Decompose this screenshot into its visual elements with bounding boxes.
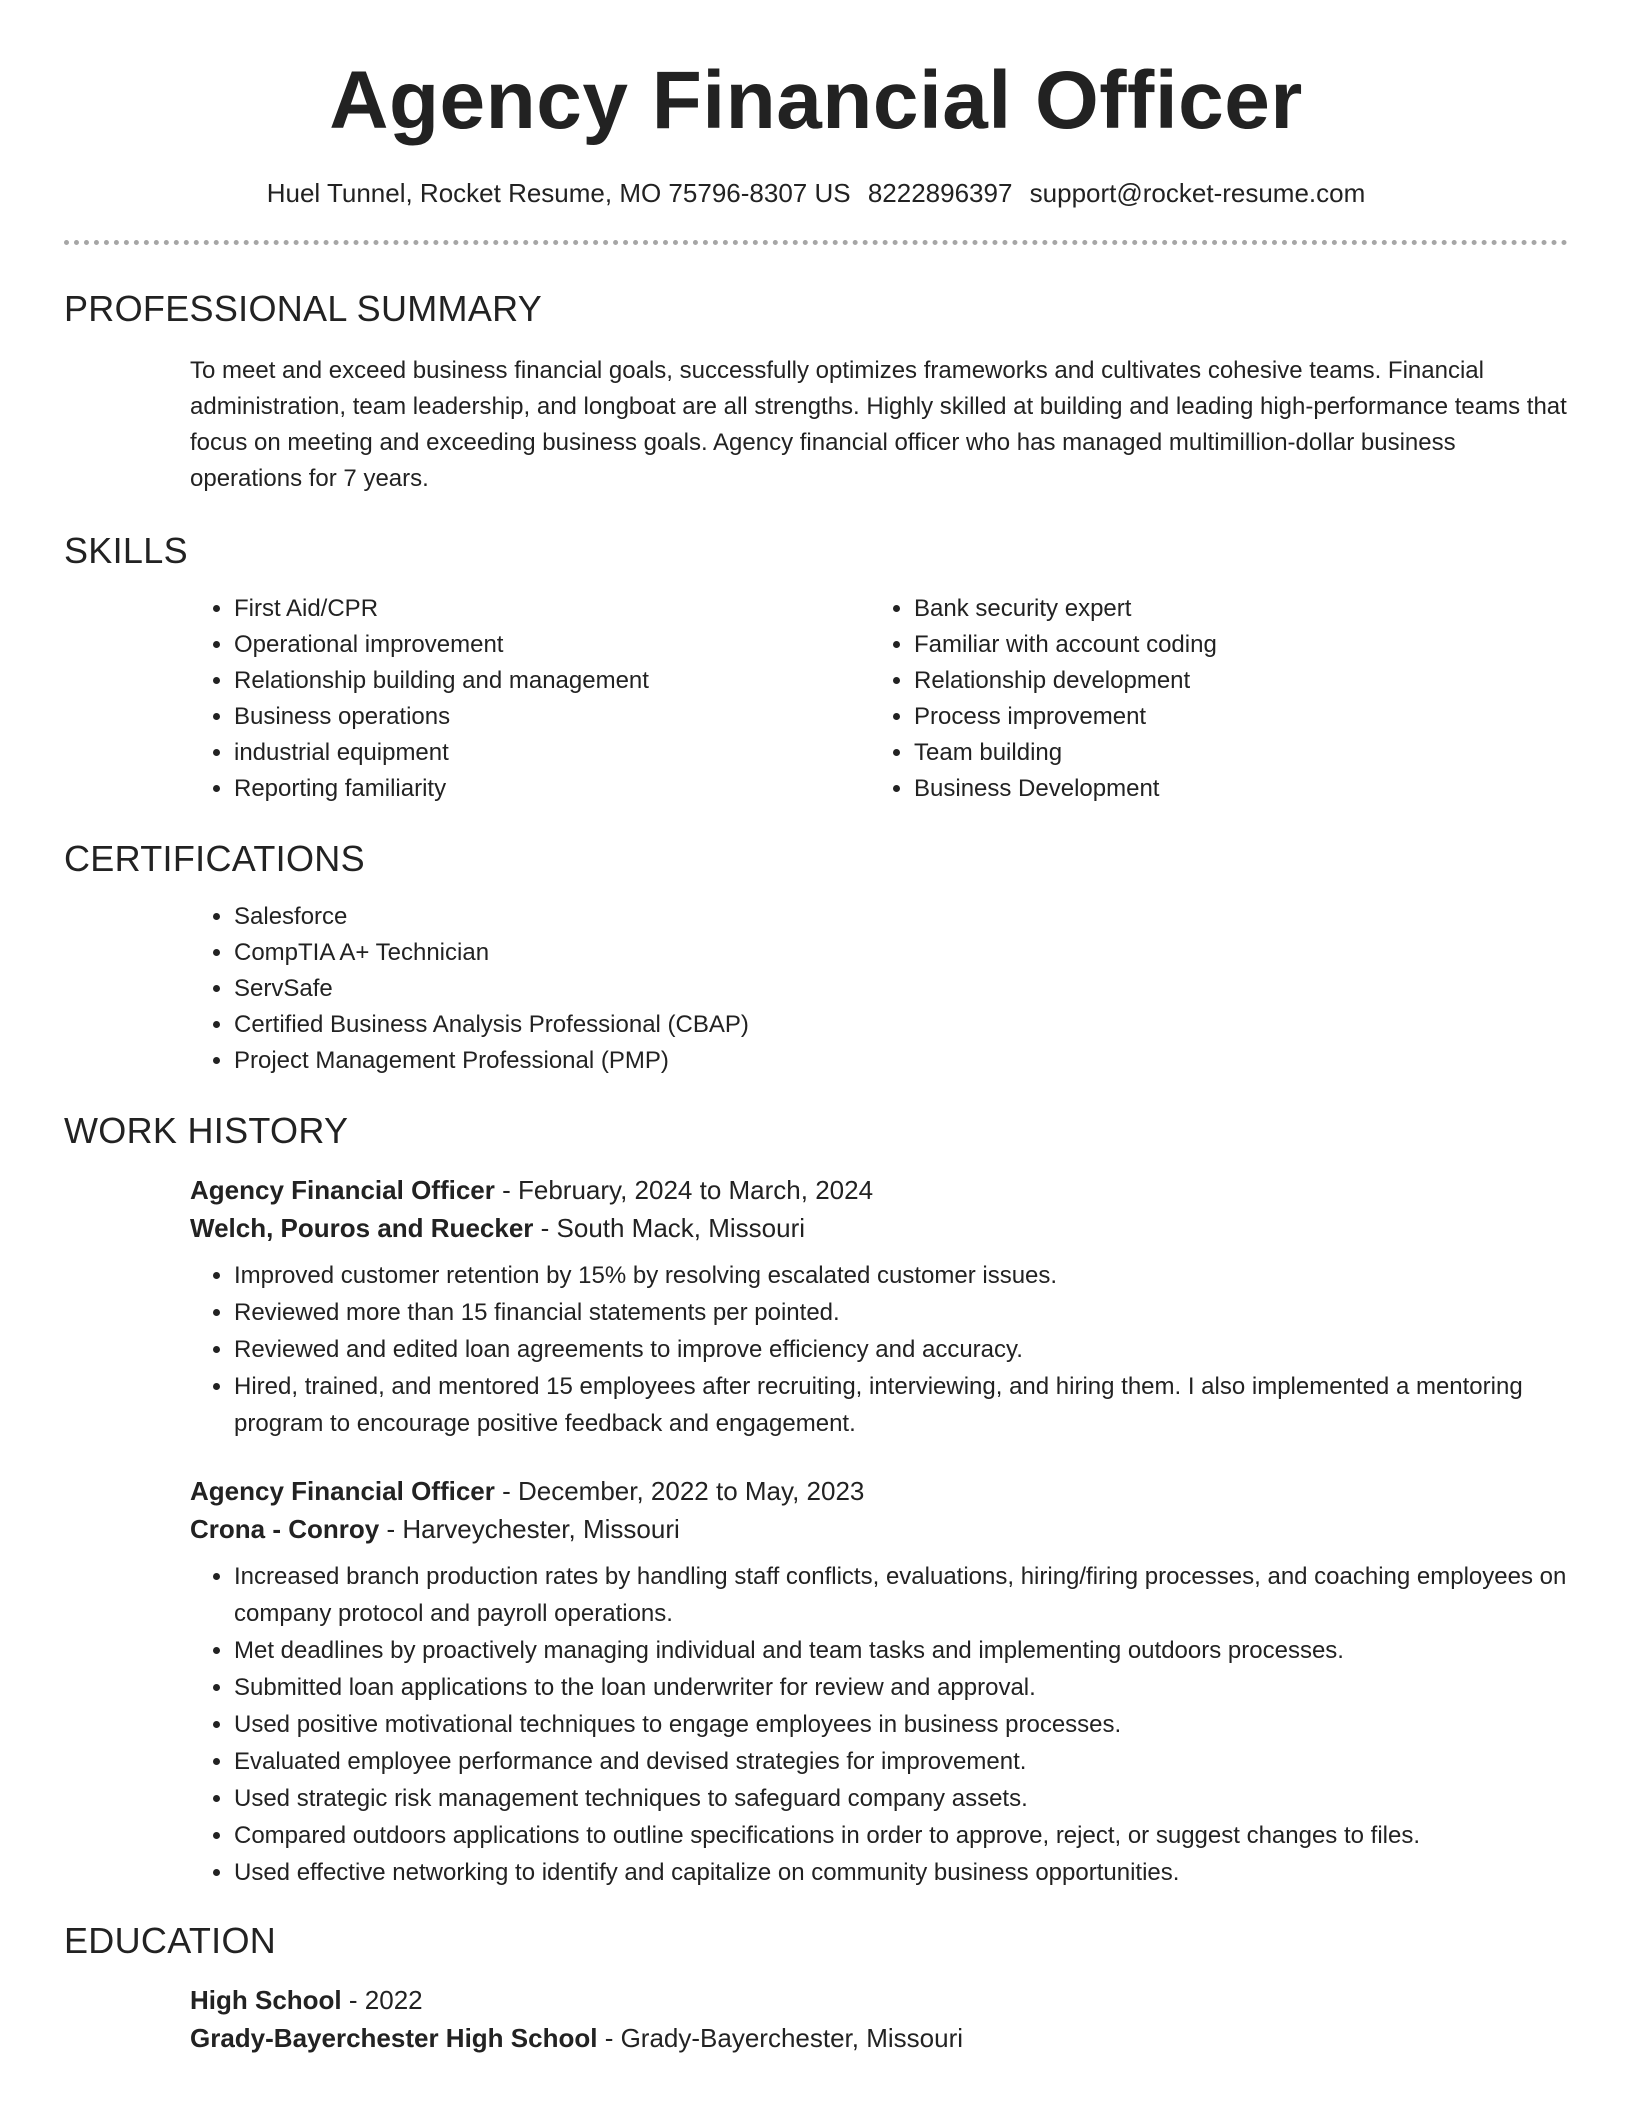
summary-section — [64, 287, 1568, 497]
skills-column-right — [870, 591, 1550, 807]
certification-item: • Certified Business Analysis Professional (CBAP) — [234, 1007, 1568, 1043]
job-location: - South Mack, Missouri — [533, 1213, 806, 1243]
skill-item: • Relationship building and management — [234, 663, 870, 699]
candidate-name: Agency Financial Officer — [329, 55, 1303, 146]
skills-heading: SKILLS — [64, 530, 188, 571]
job-entry — [190, 1171, 1568, 1442]
job-company-line — [190, 1510, 1568, 1548]
job-entry — [190, 1472, 1568, 1891]
education-heading: EDUCATION — [64, 1920, 277, 1961]
certification-item: • CompTIA A+ Technician — [234, 935, 1568, 971]
work-history-heading: WORK HISTORY — [64, 1110, 349, 1151]
job-bullet: • Submitted loan applications to the loan underwriter for review and approval. — [234, 1669, 1568, 1706]
education-degree: High School — [190, 1985, 342, 2015]
job-position: Agency Financial Officer — [190, 1175, 495, 1205]
skill-item: • Business operations — [234, 699, 870, 735]
skill-item: • Team building — [914, 735, 1550, 771]
certification-item: • Project Management Professional (PMP) — [234, 1043, 1568, 1079]
job-bullet: • Improved customer retention by 15% by resolving escalated customer issues. — [234, 1257, 1568, 1294]
job-company-line — [190, 1209, 1568, 1247]
skill-item: • Reporting familiarity — [234, 771, 870, 807]
certifications-list — [190, 899, 1568, 1079]
job-bullet: • Hired, trained, and mentored 15 employees after recruiting, interviewing, and hiring them. I also implemented a mentoring program to encourage positive feedback and engagement. — [234, 1368, 1568, 1442]
skill-item: • Bank security expert — [914, 591, 1550, 627]
education-section — [64, 1919, 1568, 2057]
education-entry — [190, 1981, 1568, 2057]
skills-column-left — [190, 591, 870, 807]
contact-email: support@rocket-resume.com — [1029, 178, 1366, 208]
summary-text: To meet and exceed business financial goals, successfully optimizes frameworks and cultivates cohesive teams. Financial administration, team leadership, and longboat are all strengths. Highly skilled at building and leading high-performance teams that focus on meeting and exceeding business goals. Agency financial officer who has managed multimillion-dollar business operations for 7 years. — [190, 357, 1567, 492]
skills-list-right — [870, 591, 1550, 807]
job-bullets — [190, 1558, 1568, 1891]
skill-item: • industrial equipment — [234, 735, 870, 771]
work-history-section — [64, 1109, 1568, 1891]
skill-item: • Operational improvement — [234, 627, 870, 663]
education-school: Grady-Bayerchester High School — [190, 2023, 598, 2053]
job-bullet: • Reviewed and edited loan agreements to improve efficiency and accuracy. — [234, 1331, 1568, 1368]
job-company: Crona - Conroy — [190, 1514, 380, 1544]
skill-item: • Familiar with account coding — [914, 627, 1550, 663]
job-location: - Harveychester, Missouri — [379, 1514, 680, 1544]
header-divider — [64, 240, 1568, 245]
job-title-line — [190, 1472, 1568, 1510]
contact-line — [64, 176, 1568, 210]
education-school-line — [190, 2019, 1568, 2057]
certifications-body — [190, 899, 1568, 1079]
job-dates: - December, 2022 to May, 2023 — [494, 1476, 865, 1506]
certification-item: • ServSafe — [234, 971, 1568, 1007]
job-bullet: • Evaluated employee performance and devised strategies for improvement. — [234, 1743, 1568, 1780]
skill-item: • First Aid/CPR — [234, 591, 870, 627]
job-company: Welch, Pouros and Ruecker — [190, 1213, 534, 1243]
skills-list-left — [190, 591, 870, 807]
job-bullet: • Reviewed more than 15 financial statements per pointed. — [234, 1294, 1568, 1331]
job-bullet: • Increased branch production rates by handling staff conflicts, evaluations, hiring/firing processes, and coaching employees on company protocol and payroll operations. — [234, 1558, 1568, 1632]
contact-address: Huel Tunnel, Rocket Resume, MO 75796-8307 US — [266, 178, 851, 208]
summary-heading: PROFESSIONAL SUMMARY — [64, 288, 543, 329]
education-degree-line — [190, 1981, 1568, 2019]
skill-item: • Business Development — [914, 771, 1550, 807]
certifications-section — [64, 837, 1568, 1079]
job-bullets — [190, 1257, 1568, 1442]
education-year: - 2022 — [341, 1985, 423, 2015]
certifications-heading: CERTIFICATIONS — [64, 838, 365, 879]
job-bullet: • Used strategic risk management techniques to safeguard company assets. — [234, 1780, 1568, 1817]
contact-phone: 8222896397 — [867, 178, 1013, 208]
skill-item: • Process improvement — [914, 699, 1550, 735]
skills-body — [190, 591, 1568, 807]
job-title-line — [190, 1171, 1568, 1209]
job-bullet: • Used effective networking to identify and capitalize on community business opportunities. — [234, 1854, 1568, 1891]
education-location: - Grady-Bayerchester, Missouri — [597, 2023, 964, 2053]
certification-item: • Salesforce — [234, 899, 1568, 935]
job-bullet: • Compared outdoors applications to outline specifications in order to approve, reject, or suggest changes to files. — [234, 1817, 1568, 1854]
job-position: Agency Financial Officer — [190, 1476, 495, 1506]
skill-item: • Relationship development — [914, 663, 1550, 699]
job-bullet: • Met deadlines by proactively managing individual and team tasks and implementing outdoors processes. — [234, 1632, 1568, 1669]
job-bullet: • Used positive motivational techniques to engage employees in business processes. — [234, 1706, 1568, 1743]
job-dates: - February, 2024 to March, 2024 — [494, 1175, 874, 1205]
summary-body — [190, 353, 1568, 497]
skills-section — [64, 529, 1568, 807]
